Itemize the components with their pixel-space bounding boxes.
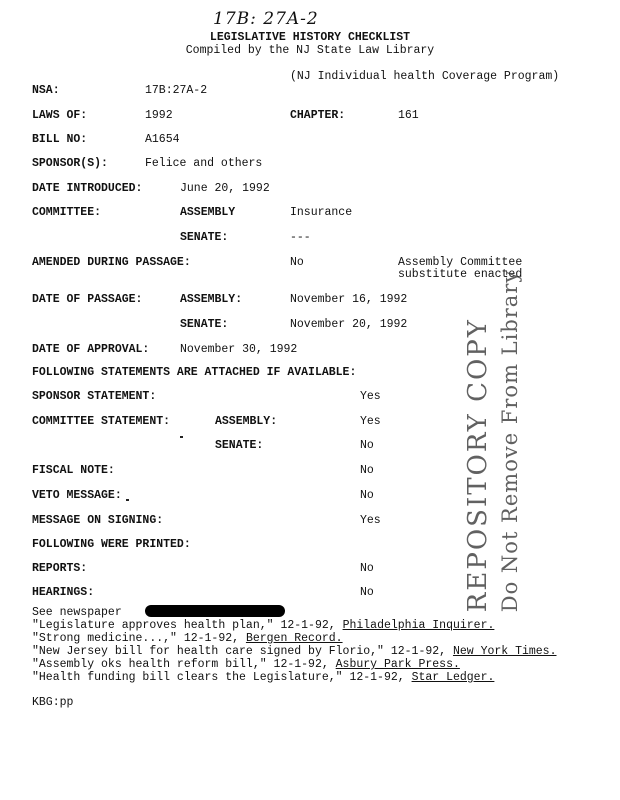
clipping-quote: "Legislature approves health plan," 12-1-92,: [32, 619, 343, 632]
passage-assembly-value: November 16, 1992: [290, 293, 408, 306]
newspaper-intro: See newspaper: [32, 606, 122, 619]
sponsor-statement-value: Yes: [360, 390, 381, 403]
sponsor-statement-label: SPONSOR STATEMENT:: [32, 390, 157, 403]
committee-statement-assembly-label: ASSEMBLY:: [215, 415, 278, 428]
passage-label: DATE OF PASSAGE:: [32, 293, 143, 306]
bill-label: BILL NO:: [32, 133, 88, 146]
committee-statement-senate-value: No: [360, 439, 374, 452]
introduced-value: June 20, 1992: [180, 182, 270, 195]
stamp-line-1: REPOSITORY COPY: [463, 318, 493, 613]
signing-message-label: MESSAGE ON SIGNING:: [32, 514, 164, 527]
printed-heading: FOLLOWING WERE PRINTED:: [32, 538, 191, 551]
clipping-item: [32, 645, 557, 659]
initials: KBG:pp: [32, 696, 74, 709]
scan-speck: [126, 499, 129, 501]
committee-statement-senate-label: SENATE:: [215, 439, 264, 452]
amended-label: AMENDED DURING PASSAGE:: [32, 256, 191, 269]
clipping-source: Asbury Park Press.: [335, 658, 460, 671]
fiscal-note-label: FISCAL NOTE:: [32, 464, 115, 477]
clipping-source: Bergen Record.: [245, 632, 343, 645]
amended-note-2: substitute enacted: [398, 268, 523, 281]
clipping-quote: "Assembly oks health reform bill," 12-1-92,: [32, 658, 336, 671]
veto-message-value: No: [360, 489, 374, 502]
document-subtitle: Compiled by the NJ State Law Library: [185, 44, 435, 57]
committee-senate-label: SENATE:: [180, 231, 229, 244]
laws-value: 1992: [145, 109, 173, 122]
document-title: LEGISLATIVE HISTORY CHECKLIST: [209, 31, 411, 44]
clipping-item: [32, 619, 494, 633]
committee-statement-assembly-value: Yes: [360, 415, 381, 428]
introduced-label: DATE INTRODUCED:: [32, 182, 143, 195]
hearings-value: No: [360, 586, 374, 599]
chapter-label: CHAPTER:: [290, 109, 346, 122]
clipping-source: Philadelphia Inquirer.: [342, 619, 495, 632]
amended-note-1: Assembly Committee: [398, 256, 523, 269]
scan-speck: [180, 436, 183, 438]
sponsor-label: SPONSOR(S):: [32, 157, 108, 170]
clipping-quote: "New Jersey bill for health care signed by Florio," 12-1-92,: [32, 645, 453, 658]
fiscal-note-value: No: [360, 464, 374, 477]
clipping-item: [32, 658, 460, 672]
attached-heading: FOLLOWING STATEMENTS ARE ATTACHED IF AVAILABLE:: [32, 366, 357, 379]
program-note: (NJ Individual health Coverage Program): [290, 70, 560, 83]
stamp-line-2: Do Not Remove From Library: [498, 269, 522, 613]
handwritten-reference: 17B: 27A-2: [213, 9, 319, 29]
clipping-item: [32, 632, 343, 646]
committee-assembly-value: Insurance: [290, 206, 353, 219]
nsa-label: NSA:: [32, 84, 60, 97]
sponsor-value: Felice and others: [145, 157, 263, 170]
passage-assembly-label: ASSEMBLY:: [180, 293, 243, 306]
passage-senate-label: SENATE:: [180, 318, 229, 331]
passage-senate-value: November 20, 1992: [290, 318, 408, 331]
clipping-item: [32, 671, 494, 685]
laws-label: LAWS OF:: [32, 109, 88, 122]
redaction-mark: [145, 605, 285, 617]
reports-value: No: [360, 562, 374, 575]
clipping-source: New York Times.: [452, 645, 557, 658]
hearings-label: HEARINGS:: [32, 586, 95, 599]
committee-statement-label: COMMITTEE STATEMENT:: [32, 415, 171, 428]
committee-assembly-label: ASSEMBLY: [180, 206, 236, 219]
chapter-value: 161: [398, 109, 419, 122]
nsa-value: 17B:27A-2: [145, 84, 208, 97]
approval-value: November 30, 1992: [180, 343, 298, 356]
committee-senate-value: ---: [290, 231, 311, 244]
clipping-quote: "Health funding bill clears the Legislature," 12-1-92,: [32, 671, 412, 684]
reports-label: REPORTS:: [32, 562, 88, 575]
veto-message-label: VETO MESSAGE:: [32, 489, 122, 502]
signing-message-value: Yes: [360, 514, 381, 527]
bill-value: A1654: [145, 133, 180, 146]
committee-label: COMMITTEE:: [32, 206, 102, 219]
clipping-source: Star Ledger.: [411, 671, 495, 684]
amended-value: No: [290, 256, 304, 269]
clipping-quote: "Strong medicine...," 12-1-92,: [32, 632, 246, 645]
approval-label: DATE OF APPROVAL:: [32, 343, 150, 356]
